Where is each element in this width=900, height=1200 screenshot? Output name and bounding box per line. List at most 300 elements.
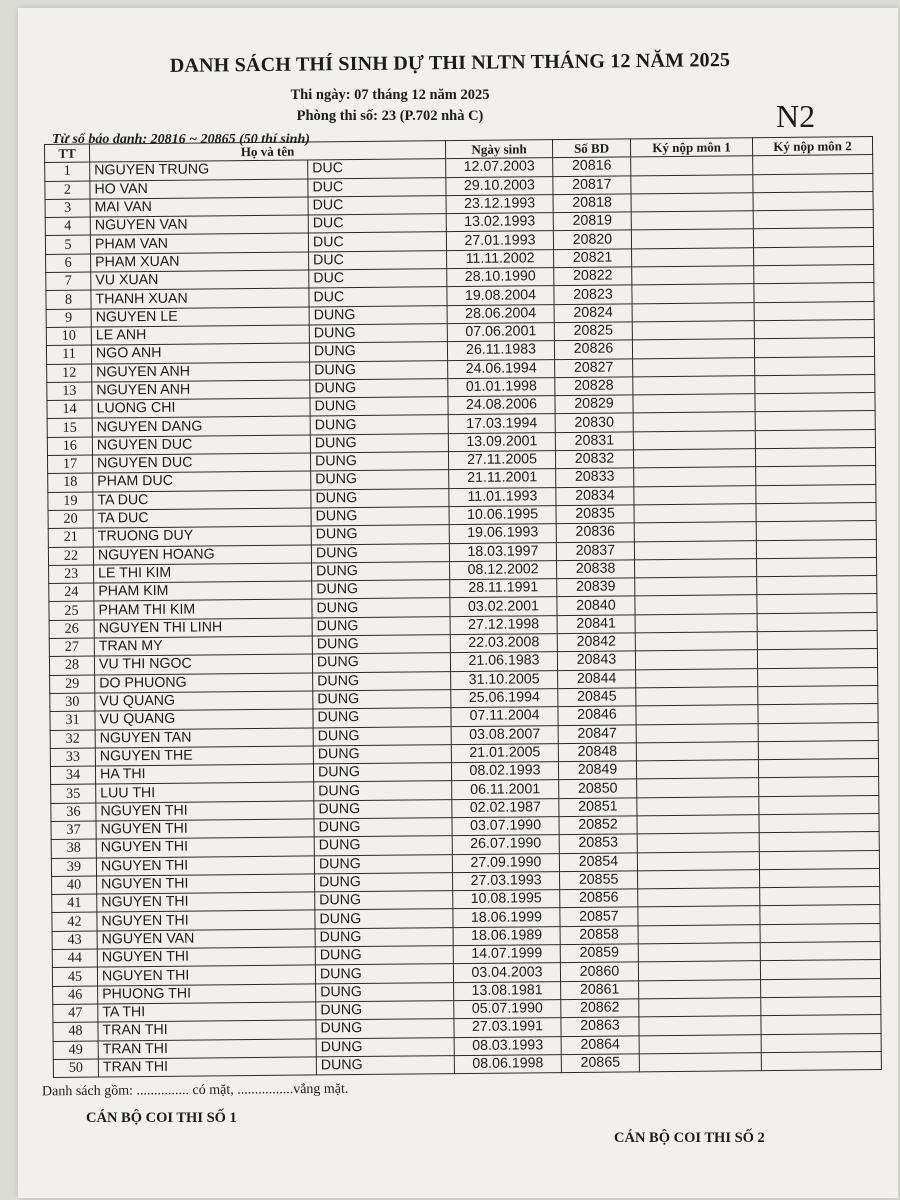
signature-cell-1 xyxy=(638,870,760,889)
signature-cell-1 xyxy=(638,888,760,907)
candidate-number: 20834 xyxy=(556,486,634,505)
candidate-surname: NGUYEN VAN xyxy=(97,929,315,949)
proctor-1-label: CÁN BỘ COI THI SỐ 1 xyxy=(86,1110,237,1126)
candidate-dob: 17.03.1994 xyxy=(448,414,555,433)
signature-cell-1 xyxy=(634,467,756,486)
signature-cell-2 xyxy=(753,191,873,210)
row-number: 32 xyxy=(50,730,95,749)
candidate-number: 20841 xyxy=(557,615,635,634)
candidate-surname: PHAM THI KIM xyxy=(94,599,312,619)
candidate-dob: 27.12.1998 xyxy=(450,615,557,634)
candidate-dob: 28.10.1990 xyxy=(447,268,554,287)
signature-cell-1 xyxy=(633,357,755,376)
row-number: 39 xyxy=(51,858,96,877)
candidate-number: 20817 xyxy=(553,175,631,194)
row-number: 22 xyxy=(48,547,93,566)
row-number: 8 xyxy=(46,290,91,309)
candidate-surname: NGUYEN DANG xyxy=(92,416,310,436)
signature-cell-1 xyxy=(632,321,754,340)
candidate-number: 20836 xyxy=(556,523,634,542)
candidate-given-name: DUNG xyxy=(310,452,448,472)
signature-cell-1 xyxy=(637,815,759,834)
signature-cell-2 xyxy=(759,795,879,814)
candidate-surname: NGO ANH xyxy=(91,343,309,363)
candidate-surname: LUU THI xyxy=(96,782,314,802)
row-number: 41 xyxy=(52,894,97,913)
candidate-number: 20826 xyxy=(554,340,632,359)
attendance-summary: Danh sách gồm: ............... có mặt, ................vắng mặt. xyxy=(41,1081,349,1100)
candidate-dob: 25.06.1994 xyxy=(451,688,558,707)
signature-cell-2 xyxy=(754,246,874,265)
signature-cell-2 xyxy=(754,301,874,320)
candidate-given-name: DUNG xyxy=(311,543,449,563)
signature-cell-2 xyxy=(757,612,877,631)
candidate-surname: VU QUANG xyxy=(95,691,313,711)
signature-cell-2 xyxy=(759,850,879,869)
signature-cell-2 xyxy=(755,448,875,467)
row-number: 5 xyxy=(45,236,90,255)
row-number: 10 xyxy=(46,327,91,346)
col-header-tt: TT xyxy=(45,144,90,163)
candidate-given-name: DUNG xyxy=(315,946,453,966)
candidate-surname: NGUYEN LE xyxy=(91,307,309,327)
row-number: 16 xyxy=(47,437,92,456)
candidate-number: 20861 xyxy=(561,980,639,999)
signature-cell-1 xyxy=(634,540,756,559)
signature-cell-2 xyxy=(756,539,876,558)
row-number: 36 xyxy=(51,803,96,822)
candidate-surname: DO PHUONG xyxy=(95,673,313,693)
candidate-number: 20827 xyxy=(555,358,633,377)
candidate-surname: PHAM XUAN xyxy=(91,252,309,272)
candidate-number: 20858 xyxy=(560,926,638,945)
candidate-dob: 03.07.1990 xyxy=(452,817,559,836)
candidate-number: 20829 xyxy=(555,395,633,414)
candidate-dob: 28.11.1991 xyxy=(450,579,557,598)
candidate-number: 20849 xyxy=(558,761,636,780)
candidate-number: 20851 xyxy=(559,798,637,817)
row-number: 50 xyxy=(53,1059,98,1078)
candidate-dob: 01.01.1998 xyxy=(448,377,555,396)
row-number: 37 xyxy=(51,821,96,840)
candidate-given-name: DUNG xyxy=(316,1055,454,1075)
col-header-sign1: Ký nộp môn 1 xyxy=(630,138,752,157)
signature-cell-1 xyxy=(637,851,759,870)
signature-cell-1 xyxy=(632,284,754,303)
candidate-dob: 18.06.1999 xyxy=(453,908,560,927)
candidate-number: 20864 xyxy=(561,1035,639,1054)
candidate-dob: 22.03.2008 xyxy=(450,634,557,653)
candidate-given-name: DUNG xyxy=(312,580,450,600)
signature-cell-2 xyxy=(759,868,879,887)
candidate-given-name: DUNG xyxy=(309,342,447,362)
signature-cell-2 xyxy=(758,759,878,778)
row-number: 49 xyxy=(53,1041,98,1060)
row-number: 21 xyxy=(48,528,93,547)
signature-cell-2 xyxy=(756,466,876,485)
candidate-given-name: DUNG xyxy=(314,781,452,801)
candidate-dob: 27.09.1990 xyxy=(452,853,559,872)
candidate-number: 20862 xyxy=(561,999,639,1018)
candidate-dob: 28.06.2004 xyxy=(447,304,554,323)
signature-cell-1 xyxy=(631,156,753,175)
signature-cell-2 xyxy=(753,173,873,192)
candidate-number: 20816 xyxy=(553,157,631,176)
candidate-surname: NGUYEN HOANG xyxy=(93,544,311,564)
row-number: 26 xyxy=(49,620,94,639)
candidate-surname: NGUYEN THI xyxy=(96,837,314,857)
signature-cell-1 xyxy=(638,943,760,962)
row-number: 2 xyxy=(45,181,90,200)
candidate-surname: TA THI xyxy=(98,1002,316,1022)
row-number: 23 xyxy=(49,565,94,584)
signature-cell-2 xyxy=(755,356,875,375)
candidate-number: 20838 xyxy=(557,560,635,579)
candidate-surname: NGUYEN THI xyxy=(97,910,315,930)
candidate-given-name: DUNG xyxy=(314,818,452,838)
signature-cell-1 xyxy=(631,193,753,212)
signature-cell-2 xyxy=(760,905,880,924)
signature-cell-2 xyxy=(754,283,874,302)
candidate-surname: NGUYEN THE xyxy=(95,746,313,766)
candidate-number: 20842 xyxy=(557,633,635,652)
row-number: 15 xyxy=(47,419,92,438)
candidate-surname: LUONG CHI xyxy=(92,398,310,418)
candidate-surname: NGUYEN THI xyxy=(97,947,315,967)
row-number: 1 xyxy=(45,162,90,181)
candidate-given-name: DUNG xyxy=(315,927,453,947)
row-number: 4 xyxy=(45,217,90,236)
signature-cell-1 xyxy=(631,229,753,248)
candidate-number: 20856 xyxy=(560,889,638,908)
candidate-dob: 21.11.2001 xyxy=(449,469,556,488)
candidate-number: 20835 xyxy=(556,505,634,524)
signature-cell-1 xyxy=(635,613,757,632)
row-number: 13 xyxy=(47,382,92,401)
candidate-dob: 21.06.1983 xyxy=(450,652,557,671)
row-number: 29 xyxy=(50,675,95,694)
signature-cell-2 xyxy=(757,631,877,650)
candidate-number: 20853 xyxy=(559,834,637,853)
candidate-number: 20823 xyxy=(554,285,632,304)
candidate-dob: 08.02.1993 xyxy=(451,762,558,781)
row-number: 40 xyxy=(52,876,97,895)
signature-cell-2 xyxy=(759,814,879,833)
signature-cell-2 xyxy=(756,521,876,540)
signature-cell-1 xyxy=(639,1016,761,1035)
signature-cell-1 xyxy=(639,1034,761,1053)
candidate-number: 20822 xyxy=(554,267,632,286)
candidate-surname: NGUYEN TAN xyxy=(95,727,313,747)
row-number: 43 xyxy=(52,931,97,950)
candidate-surname: NGUYEN THI LINH xyxy=(94,618,312,638)
signature-cell-1 xyxy=(634,522,756,541)
candidate-dob: 08.12.2002 xyxy=(450,560,557,579)
signature-cell-1 xyxy=(635,559,757,578)
candidate-surname: NGUYEN THI xyxy=(96,819,314,839)
candidate-surname: TA DUC xyxy=(93,490,311,510)
signature-cell-2 xyxy=(760,942,880,961)
candidate-surname: VU THI NGOC xyxy=(94,654,312,674)
row-number: 12 xyxy=(47,364,92,383)
signature-cell-2 xyxy=(758,667,878,686)
candidate-dob: 21.01.2005 xyxy=(451,743,558,762)
candidate-surname: LE ANH xyxy=(91,325,309,345)
row-number: 7 xyxy=(46,272,91,291)
signature-cell-1 xyxy=(636,668,758,687)
signature-cell-2 xyxy=(759,777,879,796)
candidate-given-name: DUNG xyxy=(309,324,447,344)
signature-cell-2 xyxy=(756,484,876,503)
candidate-given-name: DUC xyxy=(308,177,446,197)
row-number: 9 xyxy=(46,309,91,328)
candidate-given-name: DUNG xyxy=(311,525,449,545)
signature-cell-2 xyxy=(754,265,874,284)
candidate-given-name: DUNG xyxy=(313,690,451,710)
candidate-surname: VU XUAN xyxy=(91,270,309,290)
signature-cell-2 xyxy=(758,704,878,723)
candidate-dob: 26.07.1990 xyxy=(452,835,559,854)
candidate-dob: 27.01.1993 xyxy=(446,231,553,250)
candidate-given-name: DUNG xyxy=(316,1019,454,1039)
signature-cell-1 xyxy=(631,211,753,230)
candidate-given-name: DUC xyxy=(308,232,446,252)
col-header-name: Họ và tên xyxy=(90,141,446,163)
candidate-dob: 13.08.1981 xyxy=(454,981,561,1000)
candidate-dob: 24.08.2006 xyxy=(448,396,555,415)
row-number: 18 xyxy=(48,473,93,492)
row-number: 31 xyxy=(50,711,95,730)
candidate-number: 20847 xyxy=(558,724,636,743)
candidate-number: 20837 xyxy=(556,541,634,560)
candidate-surname: TRUONG DUY xyxy=(93,526,311,546)
candidate-surname: NGUYEN ANH xyxy=(92,362,310,382)
room-code: N2 xyxy=(776,98,816,134)
candidate-given-name: DUNG xyxy=(314,854,452,874)
candidate-surname: TRAN THI xyxy=(98,1038,316,1058)
candidate-given-name: DUNG xyxy=(313,726,451,746)
candidate-number: 20830 xyxy=(555,413,633,432)
signature-cell-2 xyxy=(761,1051,881,1070)
candidate-number: 20833 xyxy=(556,468,634,487)
candidate-dob: 05.07.1990 xyxy=(454,1000,561,1019)
candidate-surname: NGUYEN THI xyxy=(97,874,315,894)
row-number: 45 xyxy=(52,967,97,986)
signature-cell-2 xyxy=(760,960,880,979)
signature-cell-2 xyxy=(754,320,874,339)
signature-cell-1 xyxy=(632,266,754,285)
row-number: 14 xyxy=(47,400,92,419)
candidate-number: 20832 xyxy=(555,450,633,469)
proctor-2-label: CÁN BỘ COI THI SỐ 2 xyxy=(614,1130,765,1146)
signature-cell-2 xyxy=(761,1015,881,1034)
signature-cell-2 xyxy=(753,228,873,247)
candidate-number: 20848 xyxy=(558,743,636,762)
row-number: 35 xyxy=(51,784,96,803)
candidate-surname: NGUYEN THI xyxy=(97,892,315,912)
candidate-given-name: DUNG xyxy=(312,561,450,581)
signature-cell-1 xyxy=(636,705,758,724)
candidate-number: 20819 xyxy=(553,212,631,231)
signature-cell-1 xyxy=(636,741,758,760)
candidate-given-name: DUNG xyxy=(311,470,449,490)
candidate-given-name: DUC xyxy=(309,287,447,307)
candidate-given-name: DUNG xyxy=(313,708,451,728)
signature-cell-1 xyxy=(633,376,755,395)
candidate-surname: PHUONG THI xyxy=(98,984,316,1004)
candidate-dob: 11.01.1993 xyxy=(449,487,556,506)
candidate-given-name: DUNG xyxy=(315,872,453,892)
row-number: 44 xyxy=(52,949,97,968)
candidate-surname: TRAN THI xyxy=(98,1057,316,1077)
signature-cell-2 xyxy=(758,685,878,704)
candidate-surname: NGUYEN THI xyxy=(97,965,315,985)
candidate-given-name: DUNG xyxy=(309,305,447,325)
candidate-given-name: DUNG xyxy=(311,488,449,508)
signature-cell-2 xyxy=(759,832,879,851)
candidate-number: 20855 xyxy=(560,871,638,890)
candidate-dob: 27.03.1993 xyxy=(453,871,560,890)
signature-cell-1 xyxy=(636,687,758,706)
signature-cell-2 xyxy=(755,411,875,430)
candidate-given-name: DUNG xyxy=(310,397,448,417)
signature-cell-1 xyxy=(635,632,757,651)
candidate-given-name: DUNG xyxy=(310,433,448,453)
signature-cell-1 xyxy=(637,778,759,797)
row-number: 30 xyxy=(50,693,95,712)
candidate-given-name: DUNG xyxy=(312,635,450,655)
candidate-given-name: DUNG xyxy=(313,763,451,783)
candidate-given-name: DUC xyxy=(308,159,446,179)
candidate-number: 20865 xyxy=(561,1054,639,1073)
candidate-given-name: DUNG xyxy=(312,653,450,673)
candidate-dob: 08.06.1998 xyxy=(454,1054,561,1073)
row-number: 20 xyxy=(48,510,93,529)
row-number: 27 xyxy=(49,638,94,657)
candidate-surname: PHAM DUC xyxy=(93,471,311,491)
row-number: 25 xyxy=(49,601,94,620)
candidate-given-name: DUC xyxy=(309,250,447,270)
candidate-dob: 02.02.1987 xyxy=(452,798,559,817)
candidate-number: 20844 xyxy=(558,669,636,688)
candidate-dob: 27.11.2005 xyxy=(448,451,555,470)
candidate-given-name: DUNG xyxy=(316,982,454,1002)
signature-cell-1 xyxy=(633,430,755,449)
candidate-range: Từ số báo danh: 20816 ~ 20865 (50 thí sinh) xyxy=(52,132,310,147)
candidate-surname: TRAN MY xyxy=(94,636,312,656)
candidate-number: 20860 xyxy=(560,962,638,981)
signature-cell-2 xyxy=(755,374,875,393)
candidate-rows xyxy=(45,155,882,1078)
signature-cell-2 xyxy=(760,887,880,906)
candidate-surname: HA THI xyxy=(95,764,313,784)
candidate-dob: 11.11.2002 xyxy=(447,249,554,268)
candidate-surname: PHAM KIM xyxy=(94,581,312,601)
signature-cell-2 xyxy=(761,1033,881,1052)
candidate-surname: THANH XUAN xyxy=(91,288,309,308)
candidate-given-name: DUNG xyxy=(314,836,452,856)
candidate-number: 20857 xyxy=(560,907,638,926)
candidate-given-name: DUNG xyxy=(311,507,449,527)
candidate-number: 20821 xyxy=(554,249,632,268)
row-number: 17 xyxy=(47,455,92,474)
row-number: 34 xyxy=(50,766,95,785)
candidate-dob: 18.03.1997 xyxy=(449,542,556,561)
signature-cell-1 xyxy=(636,723,758,742)
signature-cell-1 xyxy=(635,577,757,596)
signature-cell-1 xyxy=(632,302,754,321)
candidate-given-name: DUNG xyxy=(310,378,448,398)
signature-cell-1 xyxy=(633,449,755,468)
candidate-given-name: DUNG xyxy=(312,598,450,618)
candidate-given-name: DUNG xyxy=(310,360,448,380)
signature-cell-2 xyxy=(757,649,877,668)
candidate-given-name: DUNG xyxy=(313,671,451,691)
candidate-given-name: DUNG xyxy=(313,744,451,764)
candidate-number: 20831 xyxy=(555,432,633,451)
signature-cell-1 xyxy=(631,174,753,193)
row-number: 3 xyxy=(45,199,90,218)
row-number: 42 xyxy=(52,912,97,931)
row-number: 47 xyxy=(53,1004,98,1023)
candidate-number: 20825 xyxy=(554,322,632,341)
signature-cell-1 xyxy=(638,961,760,980)
candidate-surname: NGUYEN TRUNG xyxy=(90,160,308,180)
candidate-surname: PHAM VAN xyxy=(90,233,308,253)
candidate-given-name: DUNG xyxy=(312,616,450,636)
candidate-surname: LE THI KIM xyxy=(94,563,312,583)
candidate-number: 20820 xyxy=(553,230,631,249)
candidate-table xyxy=(44,136,882,1078)
candidate-surname: NGUYEN THI xyxy=(96,856,314,876)
signature-cell-2 xyxy=(760,923,880,942)
candidate-given-name: DUNG xyxy=(315,909,453,929)
signature-cell-2 xyxy=(761,996,881,1015)
candidate-dob: 10.06.1995 xyxy=(449,506,556,525)
candidate-number: 20852 xyxy=(559,816,637,835)
candidate-number: 20854 xyxy=(559,852,637,871)
candidate-number: 20850 xyxy=(559,779,637,798)
signature-cell-2 xyxy=(755,393,875,412)
candidate-given-name: DUC xyxy=(308,214,446,234)
row-number: 11 xyxy=(46,345,91,364)
signature-cell-2 xyxy=(757,557,877,576)
candidate-dob: 24.06.1994 xyxy=(448,359,555,378)
signature-cell-1 xyxy=(638,906,760,925)
candidate-given-name: DUNG xyxy=(315,891,453,911)
candidate-surname: NGUYEN ANH xyxy=(92,380,310,400)
row-number: 28 xyxy=(49,656,94,675)
exam-room: Phòng thi số: 23 (P.702 nhà C) xyxy=(296,108,484,124)
signature-cell-1 xyxy=(632,339,754,358)
col-header-dob: Ngày sinh xyxy=(445,140,552,159)
candidate-surname: NGUYEN DUC xyxy=(92,435,310,455)
candidate-dob: 03.08.2007 xyxy=(451,725,558,744)
signature-cell-2 xyxy=(757,594,877,613)
row-number: 33 xyxy=(50,748,95,767)
candidate-dob: 23.12.1993 xyxy=(446,195,553,214)
document-title: DANH SÁCH THÍ SINH DỰ THI NLTN THÁNG 12 NĂM 2025 xyxy=(169,49,731,77)
row-number: 46 xyxy=(53,986,98,1005)
candidate-number: 20863 xyxy=(561,1017,639,1036)
col-header-sbd: Số BD xyxy=(552,139,630,158)
signature-cell-1 xyxy=(637,796,759,815)
candidate-given-name: DUC xyxy=(308,196,446,216)
candidate-given-name: DUNG xyxy=(316,1037,454,1057)
candidate-surname: TRAN THI xyxy=(98,1020,316,1040)
candidate-dob: 18.06.1989 xyxy=(453,926,560,945)
candidate-given-name: DUNG xyxy=(316,1001,454,1021)
